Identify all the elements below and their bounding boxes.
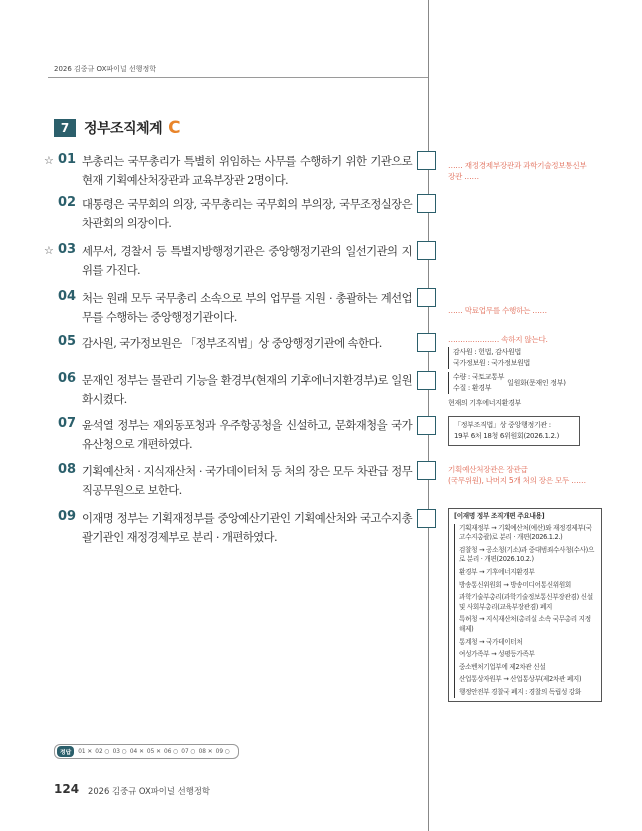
note-07: [448, 416, 580, 446]
section-heading: [54, 118, 181, 138]
answer-item: 08 ✕: [198, 748, 213, 755]
answer-item: 07 ○: [181, 748, 196, 755]
section-number: 7: [54, 119, 76, 137]
question-text: 대통령은 국무회의 의장, 국무총리는 국무회의 부의장, 국무조정실장은 차관회의 의장이다.: [82, 197, 412, 230]
answer-checkbox-01[interactable]: [417, 151, 436, 170]
answer-checkbox-02[interactable]: [417, 194, 436, 213]
note-09-item: 방송통신위원회 → 방송미디어통신위원회: [459, 580, 571, 589]
question-text: 이재명 정부는 기획재정부를 중앙예산기관인 기획예산처와 국고수지총괄기관인 재정경제부로 분리 · 개편하였다.: [82, 511, 412, 544]
question-number: 08: [58, 462, 77, 477]
question-text: 문재인 정부는 물관리 기능을 환경부(현재의 기후에너지환경부)로 일원화시켰다.: [82, 373, 412, 406]
note-07-line: 「정부조직법」상 중앙행정기관 :: [454, 421, 551, 429]
answer-checkbox-04[interactable]: [417, 288, 436, 307]
note-09-item: 검찰청 → 공소청(기소)과 중대범죄수사청(수사)으로 분리 · 개편(2026.10.2.): [459, 545, 595, 564]
question-number: 07: [58, 416, 77, 431]
note-08-line: (국무위원), 나머지 5개 처의 장은 모두 ……: [448, 476, 586, 485]
question-number: 06: [58, 371, 77, 386]
star-icon: ☆: [44, 154, 54, 167]
page-number: 124: [54, 782, 80, 796]
note-06: [448, 372, 598, 409]
note-09-list: [454, 524, 596, 698]
answer-item: 02 ○: [95, 748, 110, 755]
section-grade: C: [168, 118, 181, 138]
answer-item: 06 ○: [164, 748, 179, 755]
note-05-line: 감사원 : 헌법, 감사원법: [453, 348, 521, 356]
note-09-title: [이재명 정부 조직개편 주요내용]: [454, 512, 545, 520]
note-09-item: 여성가족부 → 성평등가족부: [459, 650, 535, 659]
note-08: [448, 464, 598, 486]
note-01: …… 재정경제부장관과 과학기술정보통신부장관 ……: [448, 161, 587, 181]
note-06-result: 일원화(문재인 정부): [507, 378, 566, 387]
note-09-item: 행정안전부 경찰국 폐지 : 경찰의 독립성 강화: [459, 687, 581, 696]
answer-item: 01 ✕: [78, 748, 93, 755]
answer-key-label: 정답: [57, 746, 74, 757]
header-rule: [48, 77, 428, 78]
answer-checkbox-05[interactable]: [417, 333, 436, 352]
footer-title: 2026 김중규 OX파이널 선행정학: [88, 786, 210, 796]
note-05-line: 국가정보원 : 국가정보원법: [453, 359, 530, 367]
note-05-head: ………………… 속하지 않는다.: [448, 335, 548, 344]
question-text: 세무서, 경찰서 등 특별지방행정기관은 중앙행정기관의 일선기관의 지위를 가진다.: [82, 244, 412, 277]
question-text: 부총리는 국무총리가 특별히 위임하는 사무를 수행하기 위한 기관으로 현재 기획예산처장관과 교육부장관 2명이다.: [82, 154, 412, 187]
question-text: 기획예산처 · 지식재산처 · 국가데이터처 등 처의 장은 모두 차관급 정무직공무원으로 보한다.: [82, 464, 412, 497]
question-text: 처는 원래 모두 국무총리 소속으로 부의 업무를 지원 · 총괄하는 계선업무를 수행하는 중앙행정기관이다.: [82, 291, 412, 324]
note-09-item: 특허청 → 지식재산처(총리실 소속 국무총리 지정 해제): [459, 615, 591, 633]
answer-checkbox-07[interactable]: [417, 416, 436, 435]
question-number: 09: [58, 509, 77, 524]
question-number: 05: [58, 334, 77, 349]
note-09-item: 과학기술부총리(과학기술정보통신부장관겸) 신설 및 사회부총리(교육부장관겸) 폐지: [459, 593, 593, 611]
answer-item: 09 ○: [215, 748, 230, 755]
note-05-list: [448, 347, 588, 369]
answer-item: 04 ✕: [129, 748, 144, 755]
question-number: 01: [58, 152, 77, 167]
question-number: 03: [58, 242, 77, 257]
note-09-item: 산업통상자원부 → 산업통상부(제2차관 폐지): [459, 675, 582, 684]
question-number: 02: [58, 195, 77, 210]
note-09: [448, 508, 602, 702]
note-08-line: 기획예산처장관은 장관급: [448, 465, 528, 474]
question-text: 윤석열 정부는 재외동포청과 우주항공청을 신설하고, 문화재청을 국가유산청으로 개편하였다.: [82, 418, 412, 451]
running-header: 2026 김중규 OX파이널 선행정학: [54, 65, 156, 73]
note-04: …… 막료업무를 수행하는 ……: [448, 306, 547, 315]
note-06-line: 수량 : 국토교통부: [453, 373, 505, 381]
note-06-current: 현재의 기후에너지환경부: [448, 399, 522, 407]
note-05: [448, 334, 588, 369]
note-09-item: 통계청 → 국가데이터처: [459, 637, 523, 646]
star-icon: ☆: [44, 244, 54, 257]
answer-item: 05 ✕: [146, 748, 161, 755]
answer-checkbox-06[interactable]: [417, 371, 436, 390]
note-09-item: 환경부 → 기후에너지환경부: [459, 567, 535, 576]
note-09-item: 기획재정부 → 기획예산처(예산)와 재정경제부(국고수지총괄)로 분리 · 개편(2026.1.2.): [459, 523, 592, 542]
note-06-bracket: [448, 372, 504, 394]
question-number: 04: [58, 289, 77, 304]
answer-checkbox-08[interactable]: [417, 461, 436, 480]
note-06-line: 수질 : 환경부: [453, 384, 492, 392]
question-text: 감사원, 국가정보원은 「정부조직법」상 중앙행정기관에 속한다.: [82, 336, 382, 350]
note-09-item: 중소벤처기업부에 제2차관 신설: [459, 662, 546, 671]
section-title: 정부조직체계: [84, 121, 163, 137]
answer-checkbox-03[interactable]: [417, 241, 436, 260]
answer-item: 03 ○: [112, 748, 127, 755]
answer-checkbox-09[interactable]: [417, 509, 436, 528]
note-07-line: 19부 6처 18청 6위원회(2026.1.2.): [454, 432, 560, 440]
answer-key: [54, 744, 239, 759]
